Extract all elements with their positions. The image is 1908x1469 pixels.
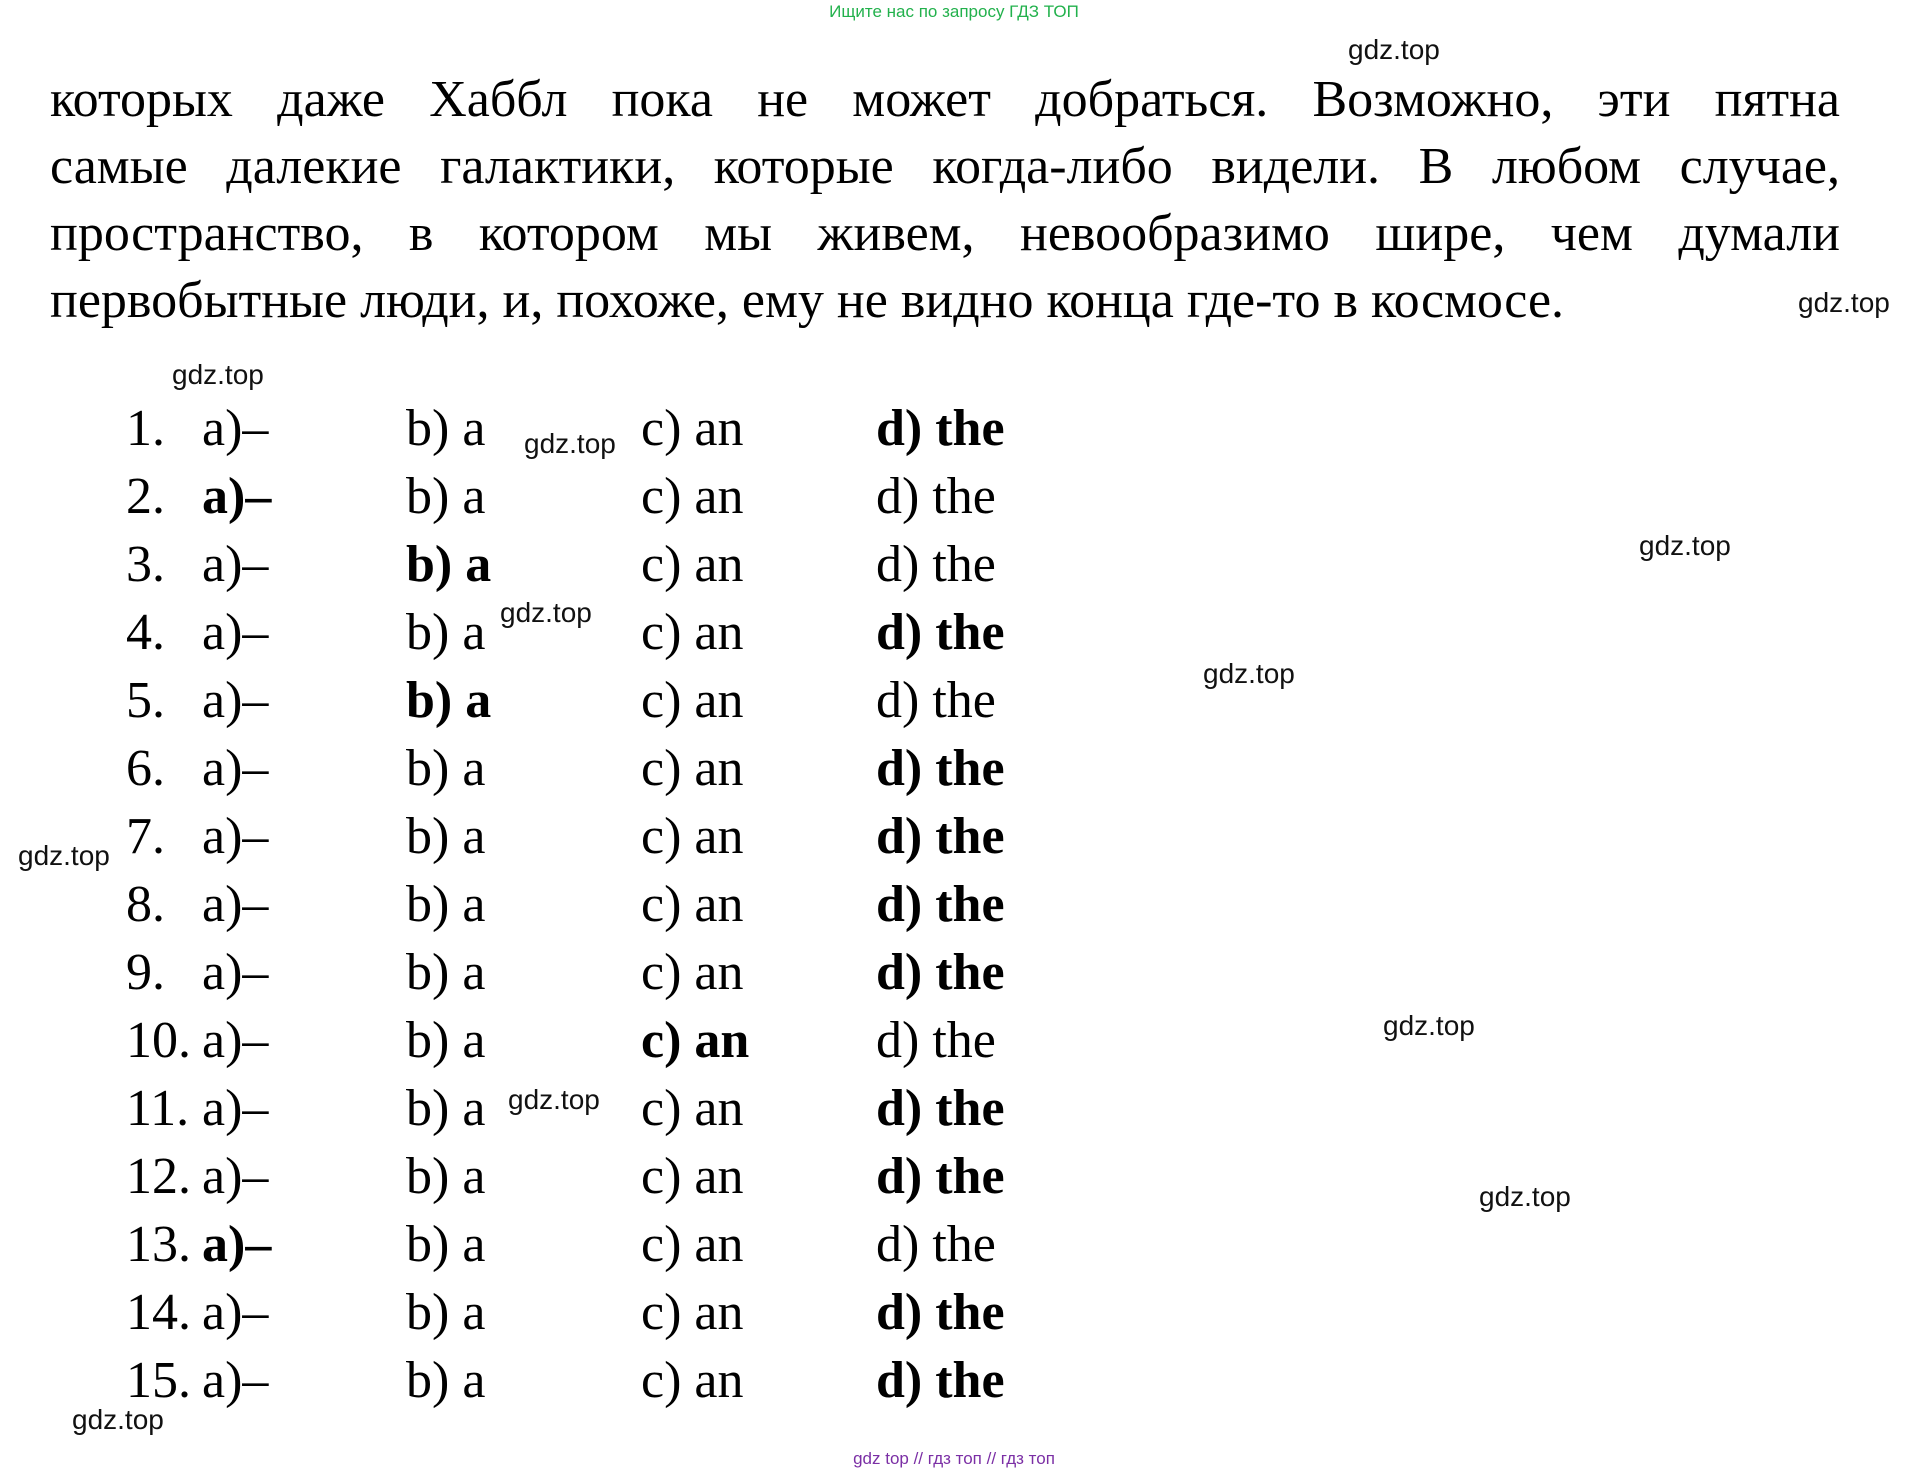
option-a: a)– (202, 740, 269, 797)
option-c-selected: c) an (641, 1012, 750, 1069)
option-c: c) an (641, 944, 744, 1001)
option-c: c) an (641, 740, 744, 797)
item-number: 1. (126, 400, 165, 457)
option-c: c) an (641, 604, 744, 661)
option-b: b) a (406, 1352, 486, 1409)
watermark: gdz.top (172, 359, 264, 390)
option-b: b) a (406, 740, 486, 797)
option-b: b) a (406, 400, 486, 457)
watermark: gdz.top (1479, 1181, 1571, 1212)
item-number: 11. (126, 1080, 190, 1137)
watermark: gdz.top (1348, 34, 1440, 65)
watermark: gdz.top (18, 840, 110, 871)
option-d-selected: d) the (876, 604, 1005, 661)
option-c: c) an (641, 1284, 744, 1341)
paragraph-line: которых даже Хаббл пока не может добраться. Возможно, эти пятна (50, 71, 1840, 128)
option-a-selected: a)– (202, 1216, 272, 1273)
option-d-selected: d) the (876, 740, 1005, 797)
option-b: b) a (406, 1012, 486, 1069)
option-a: a)– (202, 876, 269, 933)
option-c: c) an (641, 1216, 744, 1273)
item-number: 14. (126, 1284, 191, 1341)
option-d: d) the (876, 672, 996, 729)
paragraph-line: пространство, в котором мы живем, невообразимо шире, чем думали (50, 205, 1840, 262)
item-number: 9. (126, 944, 165, 1001)
watermark: gdz.top (524, 428, 616, 459)
option-d-selected: d) the (876, 808, 1005, 865)
option-c: c) an (641, 1080, 744, 1137)
watermark: gdz.top (1639, 530, 1731, 561)
option-b: b) a (406, 604, 486, 661)
option-b: b) a (406, 876, 486, 933)
item-number: 13. (126, 1216, 191, 1273)
option-d-selected: d) the (876, 876, 1005, 933)
option-b: b) a (406, 1148, 486, 1205)
item-number: 3. (126, 536, 165, 593)
watermark: gdz.top (1798, 287, 1890, 318)
item-number: 2. (126, 468, 165, 525)
option-c: c) an (641, 400, 744, 457)
option-a: a)– (202, 1080, 269, 1137)
paragraph-line: самые далекие галактики, которые когда-либо видели. В любом случае, (50, 138, 1840, 195)
watermark: gdz.top (500, 597, 592, 628)
item-number: 6. (126, 740, 165, 797)
option-c: c) an (641, 808, 744, 865)
option-a: a)– (202, 1284, 269, 1341)
option-d-selected: d) the (876, 1080, 1005, 1137)
option-d-selected: d) the (876, 400, 1005, 457)
item-number: 12. (126, 1148, 191, 1205)
option-b: b) a (406, 1080, 486, 1137)
watermark: gdz.top (1383, 1010, 1475, 1041)
option-d: d) the (876, 1012, 996, 1069)
watermark: gdz.top (1203, 658, 1295, 689)
option-b-selected: b) a (406, 672, 492, 729)
option-a: a)– (202, 944, 269, 1001)
option-d: d) the (876, 468, 996, 525)
paragraph-line: первобытные люди, и, похоже, ему не видно конца где-то в космосе. (50, 272, 1565, 329)
option-c: c) an (641, 1352, 744, 1409)
option-a-selected: a)– (202, 468, 272, 525)
option-a: a)– (202, 604, 269, 661)
watermark: gdz.top (508, 1084, 600, 1115)
option-a: a)– (202, 1352, 269, 1409)
text-paragraph (50, 66, 1840, 334)
option-c: c) an (641, 536, 744, 593)
option-c: c) an (641, 468, 744, 525)
option-a: a)– (202, 400, 269, 457)
item-number: 10. (126, 1012, 191, 1069)
option-a: a)– (202, 808, 269, 865)
option-b: b) a (406, 1284, 486, 1341)
top-banner[interactable]: Ищите нас по запросу ГДЗ ТОП (829, 2, 1079, 21)
option-d-selected: d) the (876, 1148, 1005, 1205)
option-c: c) an (641, 1148, 744, 1205)
watermark: gdz.top (72, 1404, 164, 1435)
item-number: 4. (126, 604, 165, 661)
item-number: 5. (126, 672, 165, 729)
option-b: b) a (406, 944, 486, 1001)
option-b-selected: b) a (406, 536, 492, 593)
option-a: a)– (202, 536, 269, 593)
option-c: c) an (641, 876, 744, 933)
option-a: a)– (202, 1012, 269, 1069)
option-b: b) a (406, 468, 486, 525)
option-d-selected: d) the (876, 944, 1005, 1001)
item-number: 15. (126, 1352, 191, 1409)
option-d-selected: d) the (876, 1352, 1005, 1409)
option-d: d) the (876, 1216, 996, 1273)
option-b: b) a (406, 1216, 486, 1273)
option-c: c) an (641, 672, 744, 729)
footer-links[interactable]: gdz top // гдз топ // гдз топ (853, 1449, 1055, 1468)
option-a: a)– (202, 1148, 269, 1205)
option-a: a)– (202, 672, 269, 729)
option-b: b) a (406, 808, 486, 865)
item-number: 8. (126, 876, 165, 933)
option-d-selected: d) the (876, 1284, 1005, 1341)
item-number: 7. (126, 808, 165, 865)
option-d: d) the (876, 536, 996, 593)
